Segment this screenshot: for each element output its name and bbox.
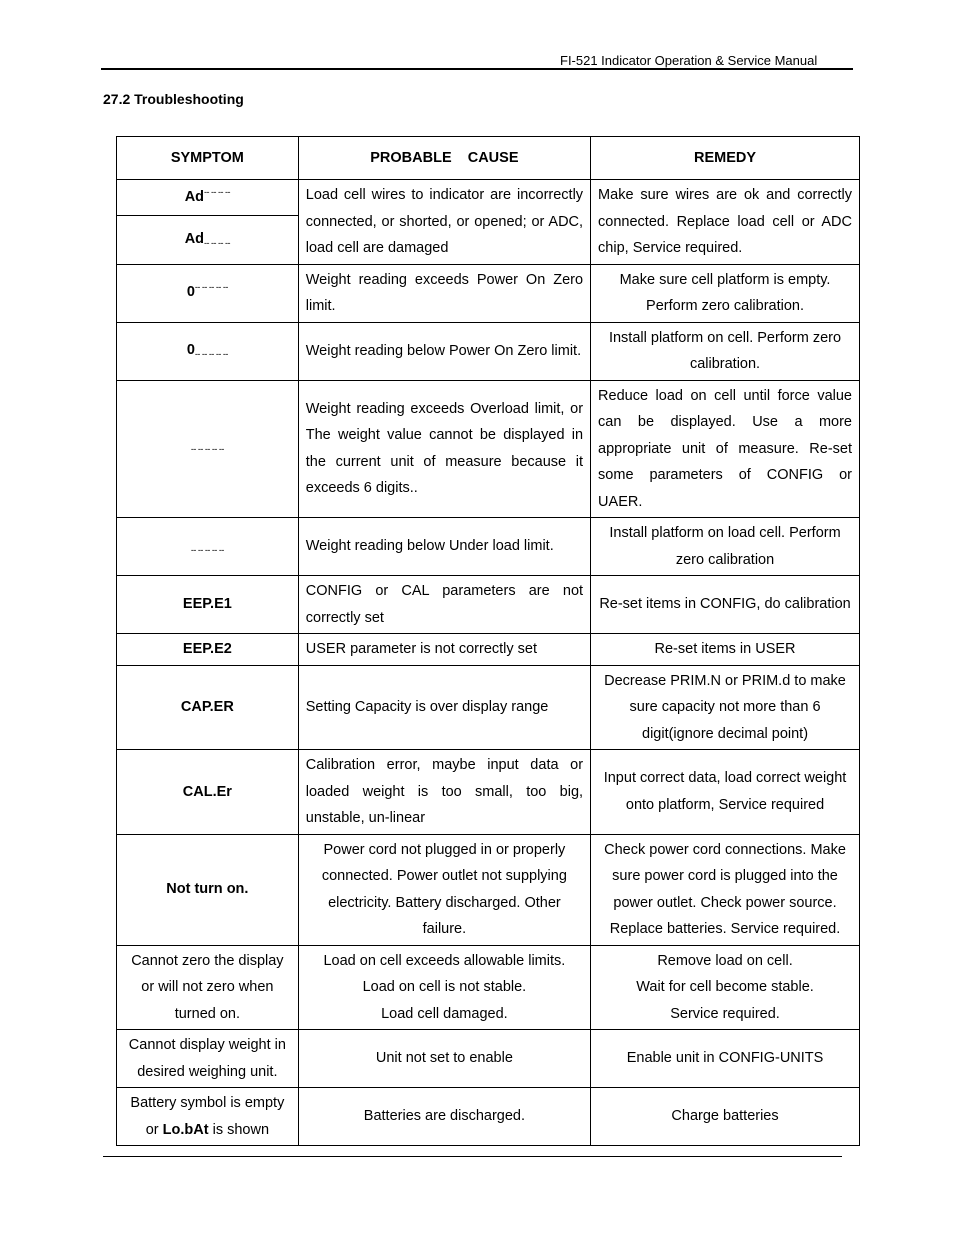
- symptom-cell: Cannot zero the display or will not zero when turned on.: [117, 945, 299, 1030]
- symptom-cell: [117, 264, 299, 322]
- remedy-cell: Input correct data, load correct weight onto platform, Service required: [591, 750, 860, 835]
- table-row: [117, 264, 860, 322]
- symptom-code: 0: [186, 284, 195, 301]
- remedy-cell: Enable unit in CONFIG-UNITS: [591, 1030, 860, 1088]
- under-marks: -- -- -- -- --: [194, 349, 228, 360]
- header-symptom: SYMPTOM: [117, 137, 299, 180]
- under-marks: -- -- -- --: [204, 238, 231, 249]
- remedy-cell: Decrease PRIM.N or PRIM.d to make sure capacity not more than 6 digit(ignore decimal point): [591, 665, 860, 750]
- remedy-cell: Check power cord connections. Make sure power cord is plugged into the power outlet. Check power source. Replace batteries. Service required.: [591, 834, 860, 945]
- cause-cell: Unit not set to enable: [298, 1030, 590, 1088]
- table-row: [117, 665, 860, 750]
- table-row: [117, 945, 860, 1030]
- table-row: [117, 518, 860, 576]
- remedy-cell: Make sure wires are ok and correctly connected. Replace load cell or ADC chip, Service required.: [591, 180, 860, 265]
- symptom-cell: CAP.ER: [117, 665, 299, 750]
- cause-cell: Weight reading exceeds Overload limit, or The weight value cannot be displayed in the current unit of measure because it exceeds 6 digits..: [298, 380, 590, 518]
- remedy-cell: Reduce load on cell until force value can be displayed. Use a more appropriate unit of measure. Re-set some parameters of CONFIG or UAER.: [591, 380, 860, 518]
- remedy-line: Wait for cell become stable.: [636, 979, 814, 995]
- remedy-cell: [591, 945, 860, 1030]
- symptom-cell: Not turn on.: [117, 834, 299, 945]
- table-row: [117, 750, 860, 835]
- remedy-cell: Install platform on load cell. Perform zero calibration: [591, 518, 860, 576]
- symptom-cell: [117, 322, 299, 380]
- symptom-cell: [117, 1088, 299, 1146]
- symptom-cell: [117, 518, 299, 576]
- symptom-text: is shown: [212, 1121, 270, 1138]
- cause-cell: Weight reading below Under load limit.: [298, 518, 590, 576]
- cause-cell: Setting Capacity is over display range: [298, 665, 590, 750]
- footer-rule: [103, 1156, 842, 1157]
- symptom-code: Ad: [184, 231, 205, 248]
- table-row: [117, 322, 860, 380]
- running-header: FI-521 Indicator Operation & Service Manual: [560, 53, 818, 68]
- cause-cell: Load cell wires to indicator are incorrectly connected, or shorted, or opened; or ADC, load cell are damaged: [298, 180, 590, 265]
- remedy-line: Service required.: [670, 1005, 780, 1022]
- remedy-cell: Install platform on cell. Perform zero calibration.: [591, 322, 860, 380]
- cause-cell: Power cord not plugged in or properly connected. Power outlet not supplying electricity. Battery discharged. Other failure.: [298, 834, 590, 945]
- symptom-cell: [117, 180, 299, 216]
- cause-cell: Calibration error, maybe input data or loaded weight is too small, too big, unstable, un-linear: [298, 750, 590, 835]
- table-row: [117, 1030, 860, 1088]
- header-rule: [101, 68, 853, 70]
- remedy-cell: Re-set items in CONFIG, do calibration: [591, 576, 860, 634]
- cause-cell: USER parameter is not correctly set: [298, 634, 590, 666]
- table-header-row: [117, 137, 860, 180]
- over-marks: -- -- -- -- --: [194, 282, 228, 293]
- symptom-cell: [117, 216, 299, 264]
- table-row: [117, 576, 860, 634]
- low-battery-code: Lo.bAt: [162, 1121, 209, 1138]
- table-row: [117, 1088, 860, 1146]
- remedy-cell: Make sure cell platform is empty. Perform zero calibration.: [591, 264, 860, 322]
- cause-cell: Weight reading exceeds Power On Zero limit.: [298, 264, 590, 322]
- cause-cell: Batteries are discharged.: [298, 1088, 590, 1146]
- symptom-cell: EEP.E2: [117, 634, 299, 666]
- symptom-code: 0: [186, 342, 195, 359]
- underload-marks: -- -- -- -- --: [190, 544, 224, 555]
- cause-line: Load on cell exceeds allowable limits.: [323, 952, 566, 969]
- header-remedy: REMEDY: [591, 137, 860, 180]
- header-probable-cause: PROBABLE CAUSE: [298, 137, 590, 180]
- symptom-cell: [117, 380, 299, 518]
- symptom-cell: EEP.E1: [117, 576, 299, 634]
- remedy-cell: Charge batteries: [591, 1088, 860, 1146]
- cause-cell: [298, 945, 590, 1030]
- table-row: [117, 834, 860, 945]
- symptom-cell: Cannot display weight in desired weighing unit.: [117, 1030, 299, 1088]
- symptom-text: Battery symbol is empty or: [130, 1095, 285, 1138]
- remedy-cell: Re-set items in USER: [591, 634, 860, 666]
- section-title: 27.2 Troubleshooting: [103, 91, 244, 107]
- cause-cell: CONFIG or CAL parameters are not correctly set: [298, 576, 590, 634]
- overload-marks: -- -- -- -- --: [190, 444, 224, 454]
- cause-line: Load on cell is not stable.: [362, 979, 527, 995]
- table-row: [117, 180, 860, 216]
- cause-line: Load cell damaged.: [381, 1005, 508, 1022]
- symptom-cell: CAL.Er: [117, 750, 299, 835]
- table-row: [117, 380, 860, 518]
- over-marks: -- -- -- --: [204, 186, 231, 197]
- troubleshooting-table: [116, 136, 860, 1146]
- table-row: [117, 634, 860, 666]
- remedy-line: Remove load on cell.: [657, 952, 793, 969]
- symptom-code: Ad: [184, 188, 205, 205]
- cause-cell: Weight reading below Power On Zero limit.: [298, 322, 590, 380]
